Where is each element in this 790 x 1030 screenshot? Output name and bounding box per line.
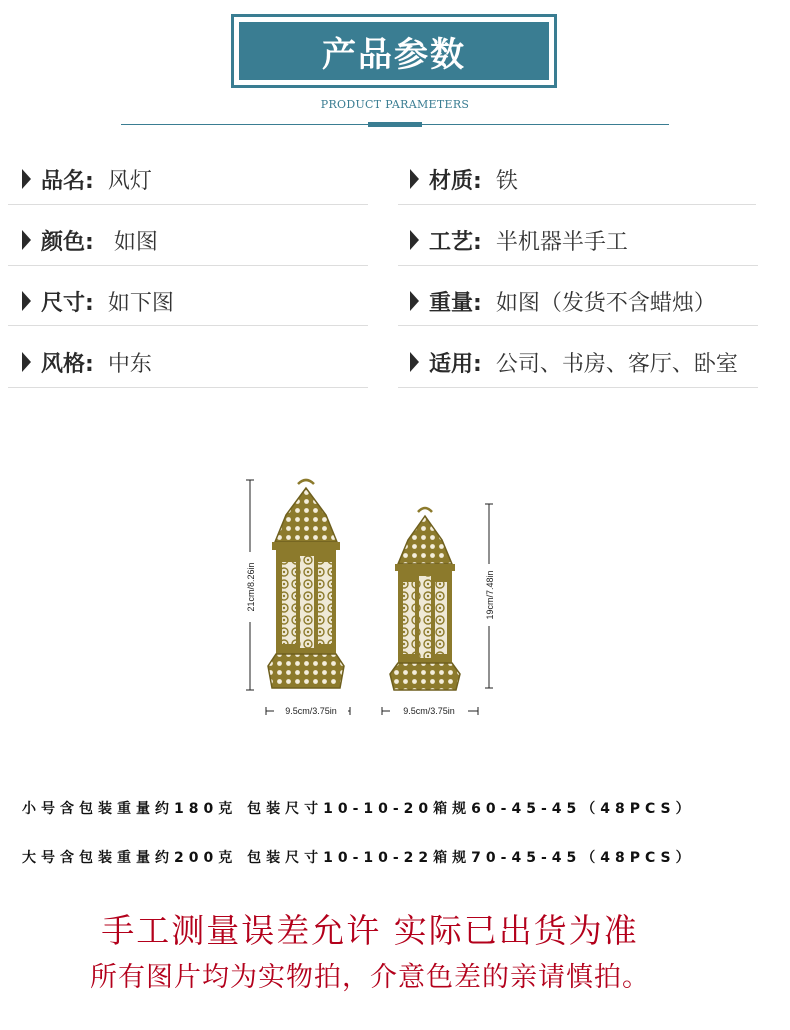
param-name [22,159,152,199]
large-lantern [268,480,344,688]
param-material [410,159,518,199]
row-divider [8,204,368,205]
row-divider [398,387,758,388]
triangle-bullet-icon [22,352,31,372]
large-width-dimension [266,704,350,718]
param-size [22,281,174,321]
row-divider [398,325,758,326]
row-divider [398,265,758,266]
page-title: 产品参数 [239,22,549,80]
param-value: 如图 [113,229,158,255]
large-height-label: 21cm/8.26in [246,562,256,612]
param-label: 工艺: [429,229,482,255]
small-width-dimension [382,704,478,718]
triangle-bullet-icon [410,169,419,189]
header-divider-accent [368,122,422,127]
param-style [22,342,152,382]
param-label: 重量: [429,290,482,316]
param-value: 铁 [495,168,518,194]
param-label: 适用: [429,351,482,377]
small-width-label: 9.5cm/3.75in [403,706,455,716]
param-value: 半机器半手工 [495,229,628,255]
row-divider [8,325,368,326]
row-divider [8,387,368,388]
disclaimer-photos: 所有图片均为实物拍，介意色差的亲请慎拍。 [90,962,650,993]
param-label: 材质: [429,168,482,194]
param-value: 如图（发货不含蜡烛） [495,290,716,316]
param-label: 风格: [41,351,94,377]
triangle-bullet-icon [22,291,31,311]
triangle-bullet-icon [410,230,419,250]
triangle-bullet-icon [22,169,31,189]
param-weight [410,281,716,321]
param-color [22,220,158,260]
row-divider [8,265,368,266]
param-value: 如下图 [107,290,174,316]
triangle-bullet-icon [22,230,31,250]
small-height-label: 19cm/7.48in [485,570,495,620]
large-height-dimension [243,480,257,690]
param-value: 中东 [107,351,152,377]
note-large-package: 大号含包装重量约200克 包装尺寸10-10-22箱规70-45-45（48PCS） [22,850,695,866]
small-height-dimension [482,504,496,688]
param-value: 风灯 [107,168,152,194]
header-banner [231,14,557,88]
param-usage [410,342,738,382]
param-value: 公司、书房、客厅、卧室 [495,351,738,377]
row-divider [398,204,756,205]
note-small-package: 小号含包装重量约180克 包装尺寸10-10-20箱规60-45-45（48PCS） [22,801,695,817]
param-label: 品名: [41,168,94,194]
page-subtitle: PRODUCT PARAMETERS [320,98,470,111]
triangle-bullet-icon [410,291,419,311]
param-label: 尺寸: [41,290,94,316]
param-craft [410,220,628,260]
param-label: 颜色: [41,229,94,255]
small-lantern [390,508,460,690]
disclaimer-measurement: 手工测量误差允许 实际已出货为准 [101,911,639,950]
triangle-bullet-icon [410,352,419,372]
product-image [230,470,520,730]
large-width-label: 9.5cm/3.75in [285,706,337,716]
